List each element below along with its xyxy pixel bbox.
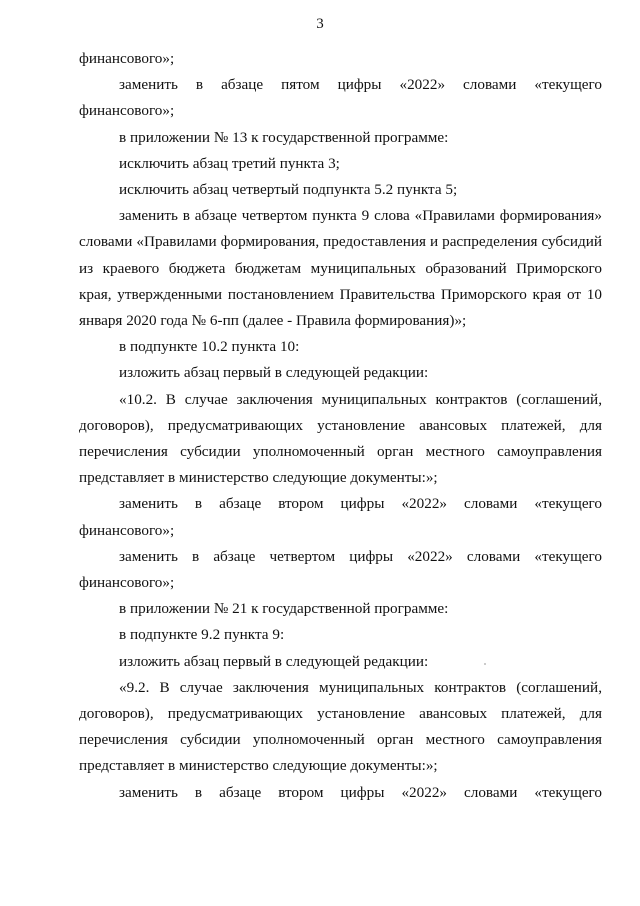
paragraph-3: финансового»; — [79, 102, 175, 120]
paragraph-14: финансового»; — [79, 574, 175, 592]
document-body — [79, 46, 602, 806]
paragraph-13: заменить в абзаце четвертом цифры «2022» словами «текущего — [119, 547, 602, 565]
paragraph-17: изложить абзац первый в следующей редакции: — [119, 652, 429, 670]
scan-speck — [484, 663, 486, 665]
page-number: 3 — [316, 16, 324, 32]
paragraph-2: заменить в абзаце пятом цифры «2022» словами «текущего — [119, 76, 602, 94]
paragraph-5: исключить абзац третий пункта 3; — [119, 154, 340, 172]
paragraph-4: в приложении № 13 к государственной программе: — [119, 128, 449, 146]
paragraph-12: финансового»; — [79, 521, 175, 539]
paragraph-7: заменить в абзаце четвертом пункта 9 слова «Правилами формирования» словами «Правилами формирования, предоставления и распределения субсидий из краевого бюджета бюджетам муниципальных образований Приморского края, утвержденными постановлением Правительства Приморского края от 10 января 2020 года № 6-пп (далее - Правила формирования)»; — [79, 207, 602, 330]
paragraph-15: в приложении № 21 к государственной программе: — [119, 600, 449, 618]
paragraph-10: «10.2. В случае заключения муниципальных контрактов (соглашений, договоров), предусматривающих установление авансовых платежей, для перечисления субсидии уполномоченный орган местного самоуправления представляет в министерство следующие документы:»; — [79, 390, 602, 487]
paragraph-19: заменить в абзаце втором цифры «2022» словами «текущего — [119, 783, 602, 801]
paragraph-11: заменить в абзаце втором цифры «2022» словами «текущего — [119, 495, 602, 513]
paragraph-9: изложить абзац первый в следующей редакции: — [119, 364, 429, 382]
paragraph-16: в подпункте 9.2 пункта 9: — [119, 626, 285, 644]
paragraph-6: исключить абзац четвертый подпункта 5.2 пункта 5; — [119, 181, 458, 199]
paragraph-1: финансового»; — [79, 50, 175, 67]
paragraph-8: в подпункте 10.2 пункта 10: — [119, 338, 300, 356]
paragraph-18: «9.2. В случае заключения муниципальных контрактов (соглашений, договоров), предусматривающих установление авансовых платежей, для перечисления субсидии уполномоченный орган местного самоуправления представляет в министерство следующие документы:»; — [79, 678, 602, 775]
